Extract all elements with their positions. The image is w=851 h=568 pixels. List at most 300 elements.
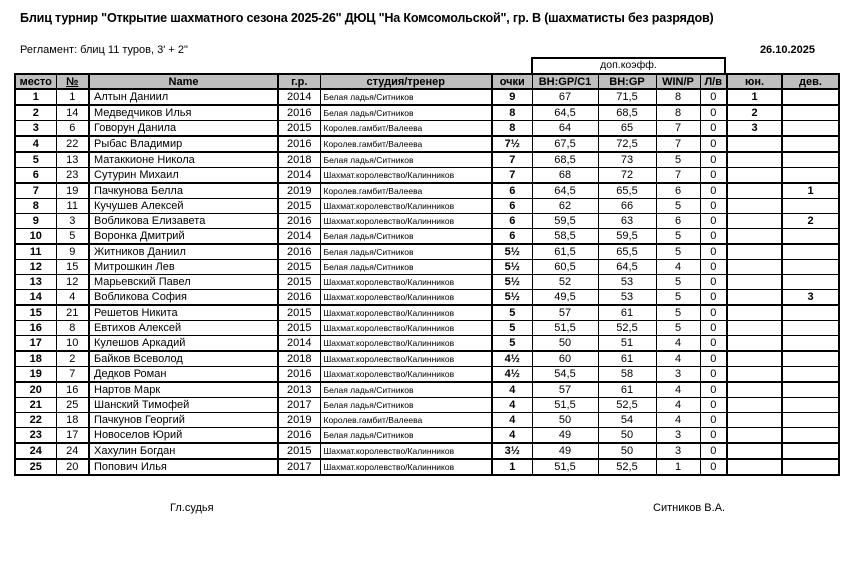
cell-bh-gp-c1: 57 (532, 382, 598, 398)
cell-bh-gp-c1: 67,5 (532, 136, 598, 152)
table-row (15, 443, 839, 459)
cell-junior-rank (727, 398, 782, 413)
cell-lv: 0 (700, 275, 727, 290)
cell-birth-year: 2015 (278, 199, 320, 214)
cell-name: Новоселов Юрий (89, 428, 278, 444)
cell-number: 8 (56, 321, 89, 336)
column-header-name: Name (89, 74, 278, 89)
judge-name: Ситников В.А. (653, 502, 726, 514)
cell-club-trainer: Шахмат.королевство/Калинников (320, 275, 492, 290)
table-row (15, 290, 839, 306)
cell-name: Житников Даниил (89, 244, 278, 260)
cell-points: 8 (492, 121, 532, 137)
cell-club-trainer: Шахмат.королевство/Калинников (320, 290, 492, 306)
cell-girl-rank (782, 168, 839, 184)
cell-junior-rank: 2 (727, 105, 782, 121)
cell-bh-gp-c1: 50 (532, 336, 598, 352)
column-header-junior: юн. (727, 74, 782, 89)
cell-points: 5 (492, 305, 532, 321)
cell-club-trainer: Королев.гамбит/Валеева (320, 136, 492, 152)
cell-bh-gp-c1: 57 (532, 305, 598, 321)
cell-club-trainer: Шахмат.королевство/Калинников (320, 305, 492, 321)
cell-place: 24 (15, 443, 56, 459)
cell-points: 4 (492, 398, 532, 413)
cell-win-p: 4 (656, 382, 700, 398)
cell-bh-gp-c1: 60 (532, 351, 598, 367)
cell-points: 5½ (492, 244, 532, 260)
table-row (15, 459, 839, 475)
cell-girl-rank (782, 121, 839, 137)
cell-girl-rank (782, 105, 839, 121)
column-header-number (56, 74, 89, 89)
table-row (15, 89, 839, 105)
column-header-place: место (15, 74, 56, 89)
cell-bh-gp: 61 (598, 382, 656, 398)
cell-club-trainer: Белая ладья/Ситников (320, 398, 492, 413)
cell-bh-gp-c1: 49 (532, 443, 598, 459)
cell-girl-rank (782, 351, 839, 367)
cell-place: 5 (15, 152, 56, 168)
cell-name: Вобликова Елизавета (89, 214, 278, 229)
cell-points: 7½ (492, 136, 532, 152)
cell-club-trainer: Белая ладья/Ситников (320, 244, 492, 260)
cell-place: 4 (15, 136, 56, 152)
cell-girl-rank (782, 305, 839, 321)
cell-junior-rank (727, 367, 782, 383)
cell-birth-year: 2015 (278, 321, 320, 336)
cell-bh-gp-c1: 64,5 (532, 183, 598, 199)
cell-number: 6 (56, 121, 89, 137)
cell-girl-rank (782, 260, 839, 275)
cell-place: 9 (15, 214, 56, 229)
cell-lv: 0 (700, 351, 727, 367)
cell-club-trainer: Белая ладья/Ситников (320, 152, 492, 168)
cell-birth-year: 2015 (278, 121, 320, 137)
cell-girl-rank (782, 367, 839, 383)
cell-club-trainer: Королев.гамбит/Валеева (320, 413, 492, 428)
cell-junior-rank (727, 305, 782, 321)
cell-lv: 0 (700, 459, 727, 475)
cell-bh-gp: 50 (598, 443, 656, 459)
cell-lv: 0 (700, 413, 727, 428)
cell-girl-rank (782, 428, 839, 444)
cell-points: 6 (492, 229, 532, 245)
results-table (14, 73, 840, 476)
cell-birth-year: 2018 (278, 351, 320, 367)
cell-bh-gp: 54 (598, 413, 656, 428)
cell-bh-gp-c1: 62 (532, 199, 598, 214)
cell-number: 18 (56, 413, 89, 428)
cell-name: Рыбас Владимир (89, 136, 278, 152)
cell-name: Медведчиков Илья (89, 105, 278, 121)
cell-number: 21 (56, 305, 89, 321)
cell-name: Алтын Даниил (89, 89, 278, 105)
cell-bh-gp-c1: 61,5 (532, 244, 598, 260)
cell-bh-gp-c1: 51,5 (532, 398, 598, 413)
cell-bh-gp-c1: 49 (532, 428, 598, 444)
cell-birth-year: 2015 (278, 305, 320, 321)
cell-junior-rank: 1 (727, 89, 782, 105)
cell-points: 5½ (492, 290, 532, 306)
cell-junior-rank (727, 275, 782, 290)
table-row (15, 121, 839, 137)
cell-junior-rank (727, 168, 782, 184)
cell-girl-rank (782, 413, 839, 428)
cell-club-trainer: Королев.гамбит/Валеева (320, 183, 492, 199)
cell-name: Митрошкин Лев (89, 260, 278, 275)
cell-girl-rank (782, 321, 839, 336)
cell-birth-year: 2016 (278, 214, 320, 229)
cell-bh-gp: 72,5 (598, 136, 656, 152)
cell-win-p: 4 (656, 260, 700, 275)
cell-lv: 0 (700, 367, 727, 383)
cell-place: 15 (15, 305, 56, 321)
table-row (15, 152, 839, 168)
cell-points: 9 (492, 89, 532, 105)
cell-bh-gp: 52,5 (598, 321, 656, 336)
cell-number: 15 (56, 260, 89, 275)
cell-place: 2 (15, 105, 56, 121)
cell-win-p: 7 (656, 168, 700, 184)
column-header-club-trainer: студия/тренер (320, 74, 492, 89)
cell-junior-rank (727, 244, 782, 260)
cell-birth-year: 2016 (278, 244, 320, 260)
table-row (15, 428, 839, 444)
cell-bh-gp: 71,5 (598, 89, 656, 105)
cell-place: 12 (15, 260, 56, 275)
extra-coefficients-label: доп.коэфф. (531, 57, 726, 73)
cell-bh-gp-c1: 51,5 (532, 459, 598, 475)
table-row (15, 105, 839, 121)
cell-points: 4 (492, 382, 532, 398)
cell-bh-gp-c1: 64 (532, 121, 598, 137)
cell-junior-rank (727, 260, 782, 275)
cell-bh-gp-c1: 68,5 (532, 152, 598, 168)
cell-girl-rank: 2 (782, 214, 839, 229)
cell-bh-gp: 61 (598, 351, 656, 367)
cell-win-p: 4 (656, 336, 700, 352)
cell-lv: 0 (700, 443, 727, 459)
page-title: Блиц турнир "Открытие шахматного сезона 2025-26" ДЮЦ "На Комсомольской", гр. В (шахматисты без разрядов) (20, 11, 714, 25)
table-row (15, 305, 839, 321)
cell-place: 19 (15, 367, 56, 383)
cell-girl-rank: 3 (782, 290, 839, 306)
cell-points: 5½ (492, 260, 532, 275)
cell-win-p: 4 (656, 398, 700, 413)
cell-bh-gp: 73 (598, 152, 656, 168)
cell-points: 7 (492, 168, 532, 184)
cell-place: 8 (15, 199, 56, 214)
cell-bh-gp-c1: 52 (532, 275, 598, 290)
cell-win-p: 6 (656, 214, 700, 229)
cell-number: 10 (56, 336, 89, 352)
cell-club-trainer: Белая ладья/Ситников (320, 229, 492, 245)
cell-birth-year: 2015 (278, 260, 320, 275)
cell-girl-rank (782, 336, 839, 352)
cell-place: 16 (15, 321, 56, 336)
cell-name: Решетов Никита (89, 305, 278, 321)
cell-name: Шанский Тимофей (89, 398, 278, 413)
cell-club-trainer: Шахмат.королевство/Калинников (320, 321, 492, 336)
cell-girl-rank (782, 459, 839, 475)
table-row (15, 136, 839, 152)
cell-birth-year: 2014 (278, 229, 320, 245)
cell-win-p: 3 (656, 367, 700, 383)
cell-bh-gp-c1: 51,5 (532, 321, 598, 336)
cell-number: 22 (56, 136, 89, 152)
cell-junior-rank (727, 152, 782, 168)
cell-lv: 0 (700, 105, 727, 121)
cell-number: 25 (56, 398, 89, 413)
column-header-birth-year: г.р. (278, 74, 320, 89)
cell-junior-rank (727, 321, 782, 336)
cell-bh-gp: 64,5 (598, 260, 656, 275)
cell-place: 23 (15, 428, 56, 444)
cell-lv: 0 (700, 260, 727, 275)
cell-win-p: 5 (656, 321, 700, 336)
cell-junior-rank (727, 290, 782, 306)
cell-name: Кулешов Аркадий (89, 336, 278, 352)
cell-place: 14 (15, 290, 56, 306)
cell-bh-gp: 72 (598, 168, 656, 184)
cell-lv: 0 (700, 305, 727, 321)
cell-lv: 0 (700, 382, 727, 398)
cell-name: Хахулин Богдан (89, 443, 278, 459)
cell-birth-year: 2015 (278, 443, 320, 459)
cell-name: Евтихов Алексей (89, 321, 278, 336)
cell-birth-year: 2016 (278, 367, 320, 383)
cell-club-trainer: Шахмат.королевство/Калинников (320, 351, 492, 367)
cell-win-p: 5 (656, 275, 700, 290)
cell-junior-rank (727, 183, 782, 199)
cell-lv: 0 (700, 183, 727, 199)
cell-club-trainer: Шахмат.королевство/Калинников (320, 214, 492, 229)
cell-birth-year: 2014 (278, 336, 320, 352)
cell-lv: 0 (700, 321, 727, 336)
cell-number: 19 (56, 183, 89, 199)
cell-bh-gp-c1: 67 (532, 89, 598, 105)
cell-club-trainer: Шахмат.королевство/Калинников (320, 459, 492, 475)
cell-bh-gp-c1: 50 (532, 413, 598, 428)
cell-points: 5½ (492, 275, 532, 290)
cell-name: Нартов Марк (89, 382, 278, 398)
cell-win-p: 7 (656, 136, 700, 152)
cell-bh-gp: 50 (598, 428, 656, 444)
cell-birth-year: 2018 (278, 152, 320, 168)
cell-club-trainer: Шахмат.королевство/Калинников (320, 367, 492, 383)
cell-win-p: 5 (656, 244, 700, 260)
cell-birth-year: 2017 (278, 459, 320, 475)
cell-birth-year: 2014 (278, 168, 320, 184)
cell-club-trainer: Белая ладья/Ситников (320, 89, 492, 105)
cell-girl-rank (782, 199, 839, 214)
cell-junior-rank (727, 382, 782, 398)
cell-club-trainer: Шахмат.королевство/Калинников (320, 336, 492, 352)
cell-club-trainer: Белая ладья/Ситников (320, 105, 492, 121)
cell-bh-gp-c1: 58,5 (532, 229, 598, 245)
table-row (15, 199, 839, 214)
cell-bh-gp: 63 (598, 214, 656, 229)
cell-name: Дедков Роман (89, 367, 278, 383)
cell-junior-rank (727, 459, 782, 475)
cell-girl-rank (782, 152, 839, 168)
cell-bh-gp-c1: 60,5 (532, 260, 598, 275)
table-row (15, 367, 839, 383)
cell-name: Матаккионе Никола (89, 152, 278, 168)
cell-win-p: 7 (656, 121, 700, 137)
header-row (15, 74, 839, 89)
cell-place: 17 (15, 336, 56, 352)
cell-name: Байков Всеволод (89, 351, 278, 367)
cell-girl-rank: 1 (782, 183, 839, 199)
cell-birth-year: 2016 (278, 290, 320, 306)
cell-junior-rank (727, 214, 782, 229)
cell-bh-gp: 68,5 (598, 105, 656, 121)
cell-lv: 0 (700, 89, 727, 105)
cell-birth-year: 2016 (278, 136, 320, 152)
cell-club-trainer: Королев.гамбит/Валеева (320, 121, 492, 137)
column-header-win-p: WIN/P (656, 74, 700, 89)
table-row (15, 321, 839, 336)
cell-bh-gp: 65,5 (598, 244, 656, 260)
cell-birth-year: 2014 (278, 89, 320, 105)
cell-bh-gp: 65 (598, 121, 656, 137)
cell-points: 5 (492, 321, 532, 336)
cell-lv: 0 (700, 229, 727, 245)
cell-number: 9 (56, 244, 89, 260)
table-row (15, 398, 839, 413)
cell-place: 3 (15, 121, 56, 137)
cell-place: 22 (15, 413, 56, 428)
table-row (15, 214, 839, 229)
cell-name: Воронка Дмитрий (89, 229, 278, 245)
cell-bh-gp-c1: 64,5 (532, 105, 598, 121)
cell-number: 17 (56, 428, 89, 444)
judge-label: Гл.судья (170, 502, 214, 514)
cell-place: 21 (15, 398, 56, 413)
cell-girl-rank (782, 275, 839, 290)
cell-bh-gp: 51 (598, 336, 656, 352)
cell-girl-rank (782, 382, 839, 398)
cell-win-p: 5 (656, 199, 700, 214)
cell-lv: 0 (700, 428, 727, 444)
tournament-date: 26.10.2025 (759, 44, 815, 56)
cell-name: Марьевский Павел (89, 275, 278, 290)
cell-number: 12 (56, 275, 89, 290)
cell-birth-year: 2017 (278, 398, 320, 413)
cell-lv: 0 (700, 214, 727, 229)
cell-win-p: 4 (656, 351, 700, 367)
cell-girl-rank (782, 443, 839, 459)
cell-win-p: 1 (656, 459, 700, 475)
cell-birth-year: 2013 (278, 382, 320, 398)
cell-number: 7 (56, 367, 89, 383)
cell-number: 3 (56, 214, 89, 229)
cell-name: Пачкунов Георгий (89, 413, 278, 428)
cell-bh-gp: 52,5 (598, 398, 656, 413)
cell-points: 6 (492, 183, 532, 199)
cell-club-trainer: Белая ладья/Ситников (320, 428, 492, 444)
cell-lv: 0 (700, 290, 727, 306)
cell-number: 11 (56, 199, 89, 214)
cell-lv: 0 (700, 336, 727, 352)
cell-place: 6 (15, 168, 56, 184)
cell-number: 23 (56, 168, 89, 184)
column-header-number-label: № (66, 75, 79, 88)
cell-number: 20 (56, 459, 89, 475)
cell-place: 13 (15, 275, 56, 290)
cell-birth-year: 2016 (278, 428, 320, 444)
cell-junior-rank (727, 199, 782, 214)
cell-junior-rank (727, 336, 782, 352)
cell-win-p: 5 (656, 305, 700, 321)
table-row (15, 244, 839, 260)
cell-name: Говорун Данила (89, 121, 278, 137)
cell-number: 16 (56, 382, 89, 398)
cell-club-trainer: Шахмат.королевство/Калинников (320, 199, 492, 214)
regulation-text: Регламент: блиц 11 туров, 3' + 2" (20, 44, 188, 56)
cell-points: 4 (492, 428, 532, 444)
cell-number: 1 (56, 89, 89, 105)
cell-points: 1 (492, 459, 532, 475)
cell-win-p: 8 (656, 105, 700, 121)
cell-win-p: 6 (656, 183, 700, 199)
cell-points: 4 (492, 413, 532, 428)
cell-bh-gp: 61 (598, 305, 656, 321)
cell-win-p: 3 (656, 428, 700, 444)
cell-girl-rank (782, 229, 839, 245)
table-row (15, 351, 839, 367)
cell-points: 7 (492, 152, 532, 168)
cell-place: 18 (15, 351, 56, 367)
column-header-bh-gp-c1: BH:GP/C1 (532, 74, 598, 89)
cell-junior-rank (727, 351, 782, 367)
cell-number: 5 (56, 229, 89, 245)
cell-bh-gp: 65,5 (598, 183, 656, 199)
cell-birth-year: 2016 (278, 105, 320, 121)
cell-place: 10 (15, 229, 56, 245)
cell-junior-rank: 3 (727, 121, 782, 137)
cell-win-p: 8 (656, 89, 700, 105)
cell-name: Сутурин Михаил (89, 168, 278, 184)
table-row (15, 382, 839, 398)
cell-girl-rank (782, 89, 839, 105)
cell-bh-gp: 66 (598, 199, 656, 214)
cell-name: Попович Илья (89, 459, 278, 475)
column-header-girl: дев. (782, 74, 839, 89)
cell-bh-gp-c1: 59,5 (532, 214, 598, 229)
cell-lv: 0 (700, 398, 727, 413)
cell-lv: 0 (700, 136, 727, 152)
cell-place: 25 (15, 459, 56, 475)
cell-bh-gp: 53 (598, 290, 656, 306)
table-row (15, 229, 839, 245)
column-header-bh-gp: BH:GP (598, 74, 656, 89)
cell-name: Вобликова София (89, 290, 278, 306)
cell-points: 6 (492, 214, 532, 229)
cell-number: 24 (56, 443, 89, 459)
table-row (15, 413, 839, 428)
cell-junior-rank (727, 413, 782, 428)
cell-win-p: 3 (656, 443, 700, 459)
cell-bh-gp: 53 (598, 275, 656, 290)
cell-name: Пачкунова Белла (89, 183, 278, 199)
cell-points: 4½ (492, 367, 532, 383)
cell-bh-gp-c1: 49,5 (532, 290, 598, 306)
cell-place: 11 (15, 244, 56, 260)
cell-girl-rank (782, 398, 839, 413)
cell-number: 4 (56, 290, 89, 306)
